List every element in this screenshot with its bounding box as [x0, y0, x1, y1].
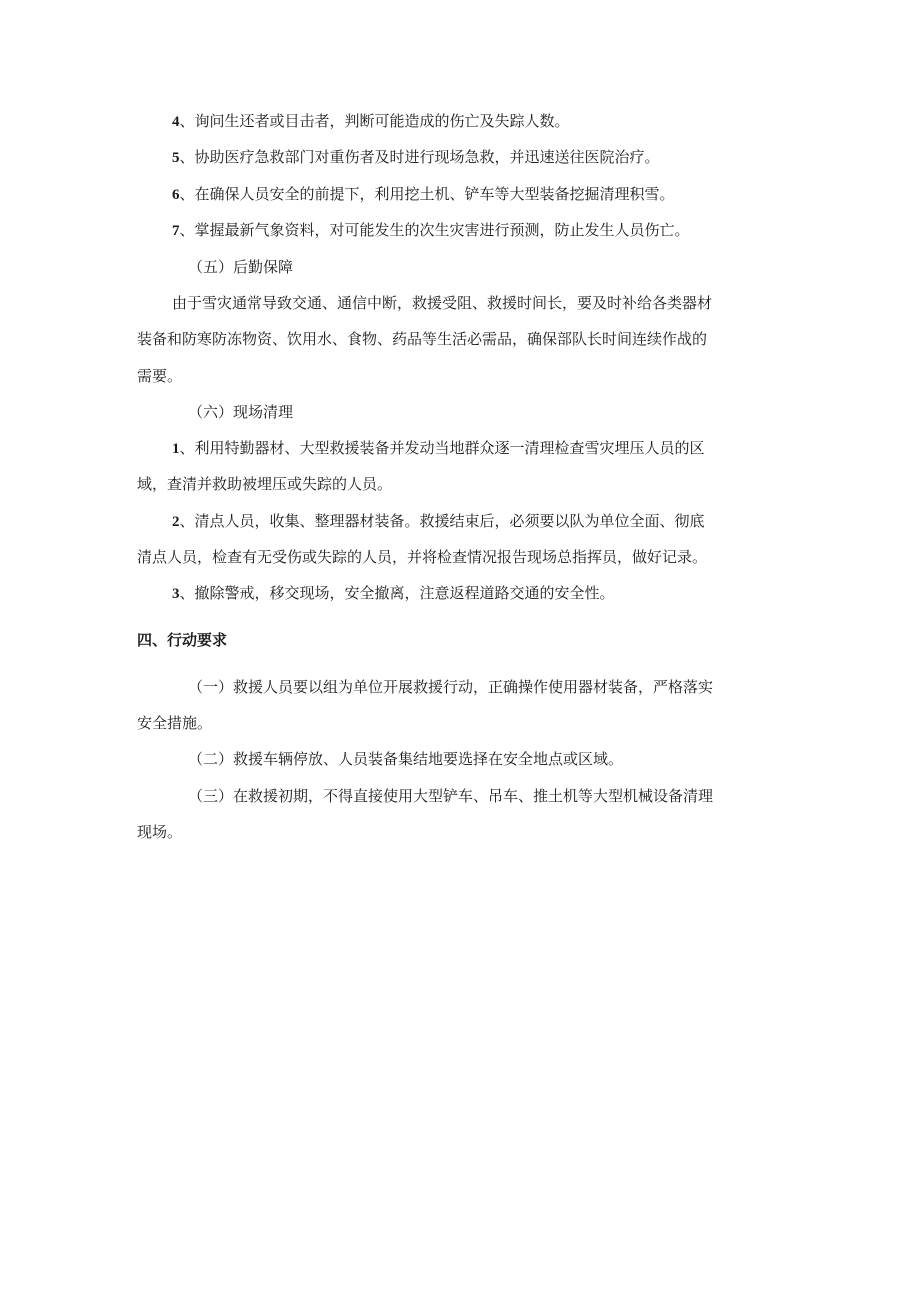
item-text: 、撤除警戒，移交现场，安全撤离，注意返程道路交通的安全性。 [179, 584, 615, 602]
item-text: 、清点人员，收集、整理器材装备。救援结束后，必须要以队为单位全面、彻底 [179, 512, 705, 530]
item-text: 、协助医疗急救部门对重伤者及时进行现场急救，并迅速送往医院治疗。 [179, 148, 660, 166]
section-title: （五）后勤保障 [188, 258, 294, 276]
paragraph-line: （三）在救援初期，不得直接使用大型铲车、吊车、推土机等大型机械设备清理 [188, 787, 714, 805]
chapter-heading: 四、行动要求 [137, 631, 228, 649]
paragraph-line: 由于雪灾通常导致交通、通信中断，救援受阻、救援时间长，要及时补给各类器材 [172, 294, 713, 312]
paragraph-line: 需要。 [137, 367, 183, 385]
paragraph-line: 清点人员，检查有无受伤或失踪的人员，并将检查情况报告现场总指挥员，做好记录。 [137, 548, 708, 566]
item-text: 、询问生还者或目击者，判断可能造成的伤亡及失踪人数。 [179, 112, 570, 130]
item-text: 、利用特勤器材、大型救援装备并发动当地群众逐一清理检查雪灾埋压人员的区 [179, 439, 705, 457]
item-number: 3 [172, 586, 180, 602]
list-item [172, 220, 832, 241]
paragraph-line: （二）救援车辆停放、人员装备集结地要选择在安全地点或区域。 [188, 750, 624, 768]
section-title: （六）现场清理 [188, 403, 294, 421]
paragraph-line: 域，查清并救助被埋压或失踪的人员。 [137, 475, 393, 493]
list-item [172, 583, 832, 604]
item-number: 1 [172, 441, 180, 457]
item-number: 4 [172, 114, 180, 130]
list-item [172, 111, 832, 132]
item-number: 5 [172, 150, 180, 166]
paragraph-line: 装备和防寒防冻物资、饮用水、食物、药品等生活必需品，确保部队长时间连续作战的 [137, 330, 708, 348]
list-item [172, 511, 832, 532]
list-item [172, 147, 832, 168]
paragraph-line: 安全措施。 [137, 714, 213, 732]
paragraph-line: 现场。 [137, 823, 183, 841]
list-item [172, 184, 832, 205]
paragraph-line: （一）救援人员要以组为单位开展救援行动，正确操作使用器材装备，严格落实 [188, 678, 714, 696]
item-number: 2 [172, 514, 180, 530]
item-text: 、在确保人员安全的前提下，利用挖土机、铲车等大型装备挖掘清理积雪。 [179, 185, 675, 203]
item-number: 6 [172, 187, 180, 203]
item-text: 、掌握最新气象资料，对可能发生的次生灾害进行预测，防止发生人员伤亡。 [179, 221, 690, 239]
item-number: 7 [172, 223, 180, 239]
list-item [172, 438, 832, 459]
